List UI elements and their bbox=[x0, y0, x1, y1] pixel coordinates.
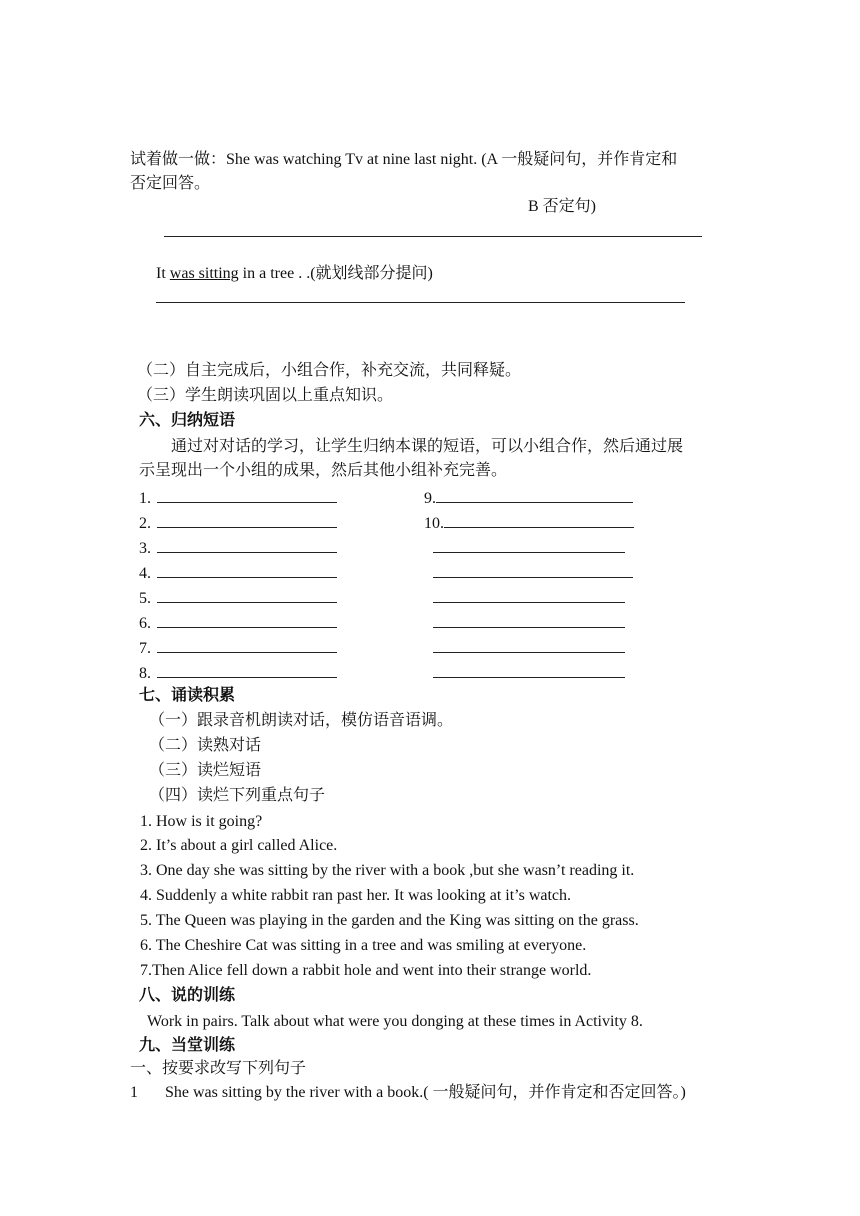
question-suffix: in a tree . .(就划线部分提问) bbox=[238, 265, 433, 282]
phrase-row-left bbox=[139, 537, 337, 559]
phrase-row-right bbox=[433, 537, 625, 559]
phrase-blank[interactable] bbox=[433, 562, 633, 578]
section7-item: （四）读烂下列重点句子 bbox=[149, 787, 326, 804]
section8-heading: 八、说的训练 bbox=[139, 987, 236, 1004]
phrase-row-left bbox=[139, 637, 337, 659]
phrase-number: 4. bbox=[139, 565, 151, 582]
exercise-text: She was sitting by the river with a book.( 一般疑问句，并作肯定和否定回答。) bbox=[165, 1084, 686, 1101]
phrase-row-left bbox=[139, 612, 337, 634]
phrase-blank[interactable] bbox=[157, 612, 337, 628]
key-sentence: 2. It’s about a girl called Alice. bbox=[140, 837, 338, 854]
phrase-blank[interactable] bbox=[436, 487, 633, 503]
section7-item: （三）读烂短语 bbox=[149, 762, 262, 779]
phrase-number: 5. bbox=[139, 590, 151, 607]
phrase-number: 6. bbox=[139, 615, 151, 632]
phrase-row-left bbox=[139, 512, 337, 534]
phrase-blank[interactable] bbox=[157, 587, 337, 603]
phrase-number: 9. bbox=[424, 490, 436, 507]
phrase-blank[interactable] bbox=[157, 537, 337, 553]
phrase-number: 3. bbox=[139, 540, 151, 557]
phrase-row-left bbox=[139, 662, 337, 684]
key-sentence: 6. The Cheshire Cat was sitting in a tree and was smiling at everyone. bbox=[140, 937, 587, 954]
answer-line-1[interactable] bbox=[164, 236, 702, 237]
phrase-row-right bbox=[433, 637, 625, 659]
phrase-blank[interactable] bbox=[433, 587, 625, 603]
try-it-line3: B 否定句) bbox=[528, 198, 597, 215]
section6-para1: 通过对对话的学习，让学生归纳本课的短语，可以小组合作，然后通过展 bbox=[171, 438, 684, 455]
key-sentence: 5. The Queen was playing in the garden and the King was sitting on the grass. bbox=[140, 912, 639, 929]
phrase-blank[interactable] bbox=[157, 562, 337, 578]
phrase-number: 8. bbox=[139, 665, 151, 682]
phrase-blank[interactable] bbox=[157, 637, 337, 653]
phrase-row-right bbox=[433, 562, 633, 584]
section7-heading: 七、诵读积累 bbox=[139, 687, 236, 704]
phrase-number: 2. bbox=[139, 515, 151, 532]
key-sentence: 7.Then Alice fell down a rabbit hole and went into their strange world. bbox=[140, 962, 592, 979]
exercise-number: 1 bbox=[130, 1084, 138, 1101]
question-prefix: It bbox=[156, 265, 170, 282]
answer-line-2[interactable] bbox=[156, 302, 685, 303]
key-sentence: 4. Suddenly a white rabbit ran past her. It was looking at it’s watch. bbox=[140, 887, 572, 904]
phrase-blank[interactable] bbox=[433, 612, 625, 628]
key-sentence: 1. How is it going? bbox=[140, 813, 263, 830]
phrase-row-right bbox=[433, 662, 625, 684]
phrase-row-right bbox=[433, 612, 625, 634]
phrase-blank[interactable] bbox=[433, 662, 625, 678]
phrase-blank[interactable] bbox=[157, 487, 337, 503]
phrase-blank[interactable] bbox=[157, 662, 337, 678]
question-underlined: was sitting bbox=[169, 265, 239, 282]
phrase-row-right bbox=[433, 587, 625, 609]
step-2: （二）自主完成后，小组合作，补充交流，共同释疑。 bbox=[137, 362, 522, 379]
phrase-blank[interactable] bbox=[433, 537, 625, 553]
phrase-row-left bbox=[139, 562, 337, 584]
phrase-number: 10. bbox=[424, 515, 444, 532]
phrase-blank[interactable] bbox=[433, 637, 625, 653]
phrase-row-left bbox=[139, 487, 337, 509]
key-sentence: 3. One day she was sitting by the river with a book ,but she wasn’t reading it. bbox=[140, 862, 635, 879]
phrase-number: 7. bbox=[139, 640, 151, 657]
try-it-line2: 否定回答。 bbox=[130, 175, 211, 192]
phrase-row-right bbox=[424, 487, 633, 509]
phrase-blank[interactable] bbox=[444, 512, 634, 528]
section9-sub: 一、按要求改写下列句子 bbox=[130, 1060, 307, 1077]
section7-item: （一）跟录音机朗读对话，模仿语音语调。 bbox=[149, 712, 454, 729]
question-line bbox=[156, 264, 433, 284]
section7-item: （二）读熟对话 bbox=[149, 737, 262, 754]
section9-heading: 九、当堂训练 bbox=[139, 1037, 236, 1054]
section6-para2: 示呈现出一个小组的成果，然后其他小组补充完善。 bbox=[139, 462, 508, 479]
try-it-line1: 试着做一做：She was watching Tv at nine last night. (A 一般疑问句，并作肯定和 bbox=[130, 151, 678, 168]
phrase-row-right bbox=[424, 512, 634, 534]
section8-text: Work in pairs. Talk about what were you donging at these times in Activity 8. bbox=[147, 1013, 643, 1030]
section6-heading: 六、归纳短语 bbox=[139, 412, 236, 429]
phrase-blank[interactable] bbox=[157, 512, 337, 528]
phrase-number: 1. bbox=[139, 490, 151, 507]
phrase-row-left bbox=[139, 587, 337, 609]
step-3: （三）学生朗读巩固以上重点知识。 bbox=[137, 387, 394, 404]
